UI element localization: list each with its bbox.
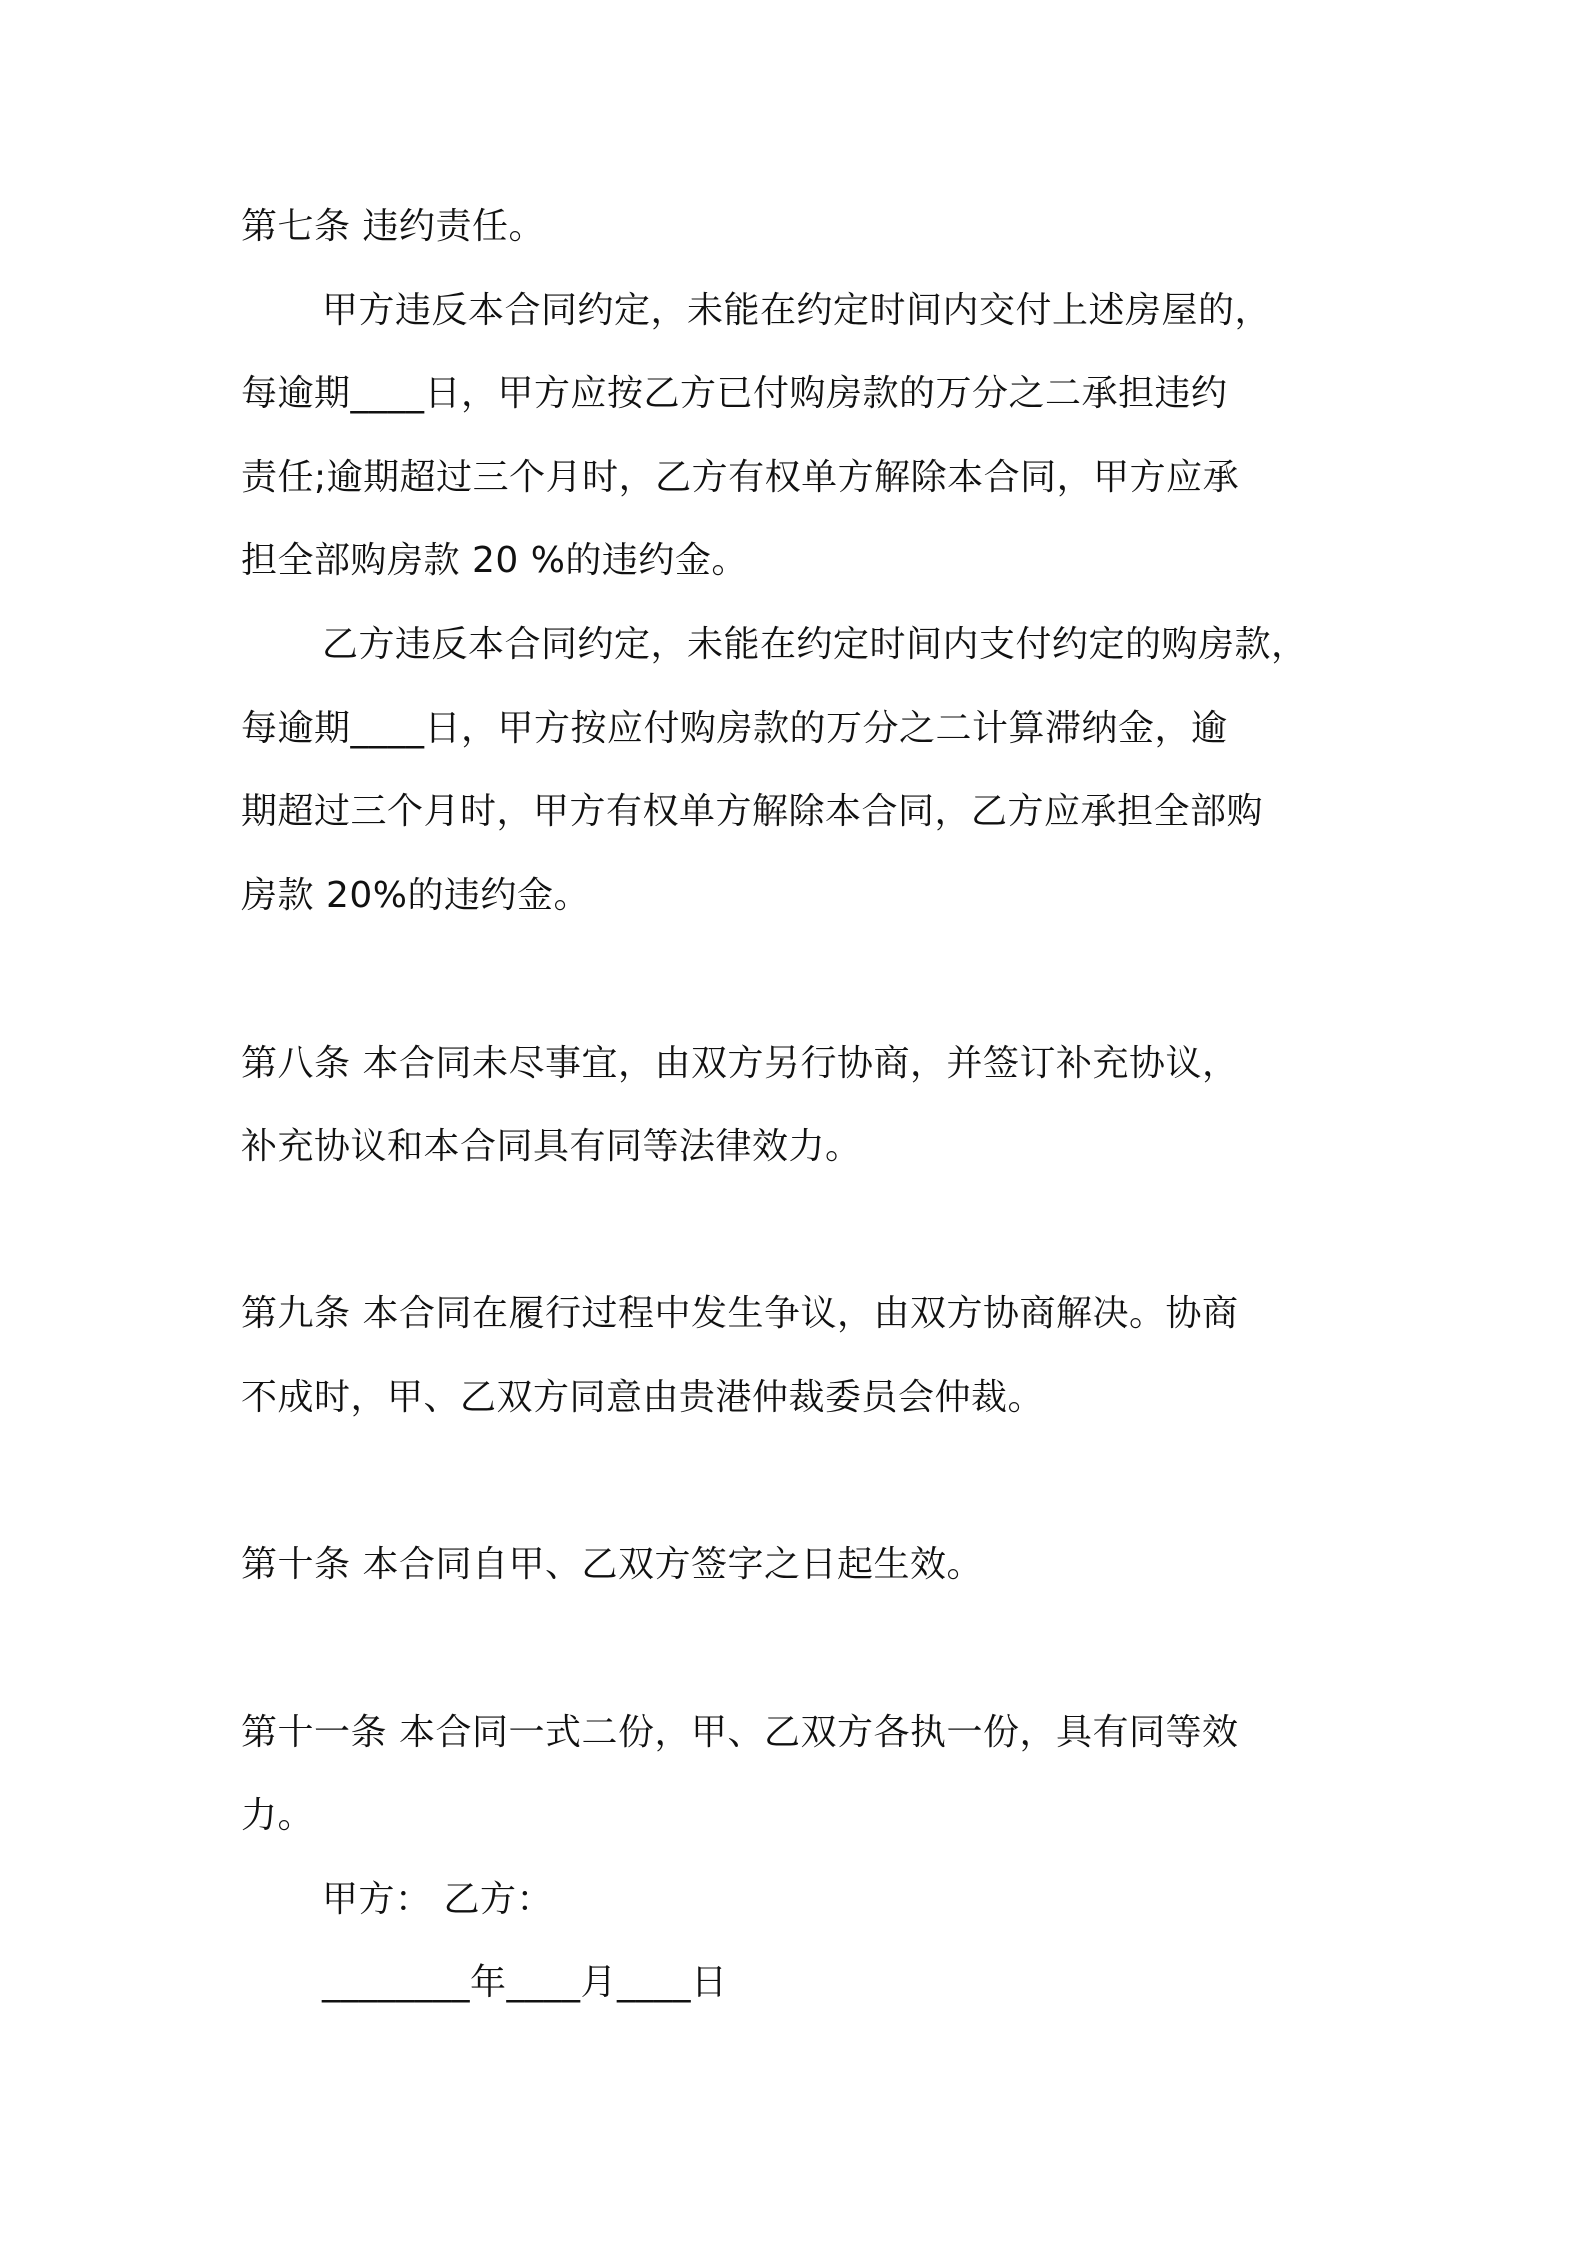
article-11-line1: 第十一条 本合同一式二份，甲、乙双方各执一份，具有同等效 [241, 1712, 1239, 1753]
article-8-line2: 补充协议和本合同具有同等法律效力。 [241, 1126, 862, 1167]
article-9-line2: 不成时，甲、乙双方同意由贵港仲裁委员会仲裁。 [241, 1377, 1045, 1418]
article-11-line2: 力。 [241, 1795, 315, 1836]
article-7-para2-line4: 房款 20%的违约金。 [241, 875, 590, 916]
article-7-para1-line3: 责任;逾期超过三个月时，乙方有权单方解除本合同，甲方应承 [241, 457, 1240, 498]
article-7-para1-line1: 甲方违反本合同约定，未能在约定时间内交付上述房屋的， [322, 290, 1272, 331]
article-7-para2-line1: 乙方违反本合同约定，未能在约定时间内支付约定的购房款， [322, 624, 1308, 665]
article-7-para2-line2: 每逾期____日，甲方按应付购房款的万分之二计算滞纳金，逾 [241, 708, 1228, 749]
article-8-line1: 第八条 本合同未尽事宜，由双方另行协商，并签订补充协议， [241, 1043, 1239, 1084]
date-line: ________年____月____日 [322, 1962, 728, 2003]
signature-line: 甲方： 乙方： [322, 1879, 553, 1920]
article-9-line1: 第九条 本合同在履行过程中发生争议，由双方协商解决。协商 [241, 1293, 1239, 1334]
article-7-para1-line2: 每逾期____日，甲方应按乙方已付购房款的万分之二承担违约 [241, 373, 1228, 414]
article-10: 第十条 本合同自甲、乙双方签字之日起生效。 [241, 1544, 983, 1585]
article-7-para2-line3: 期超过三个月时，甲方有权单方解除本合同，乙方应承担全部购 [241, 791, 1264, 832]
article-7-para1-line4: 担全部购房款 20 %的违约金。 [241, 540, 748, 581]
article-7-title: 第七条 违约责任。 [241, 206, 545, 247]
